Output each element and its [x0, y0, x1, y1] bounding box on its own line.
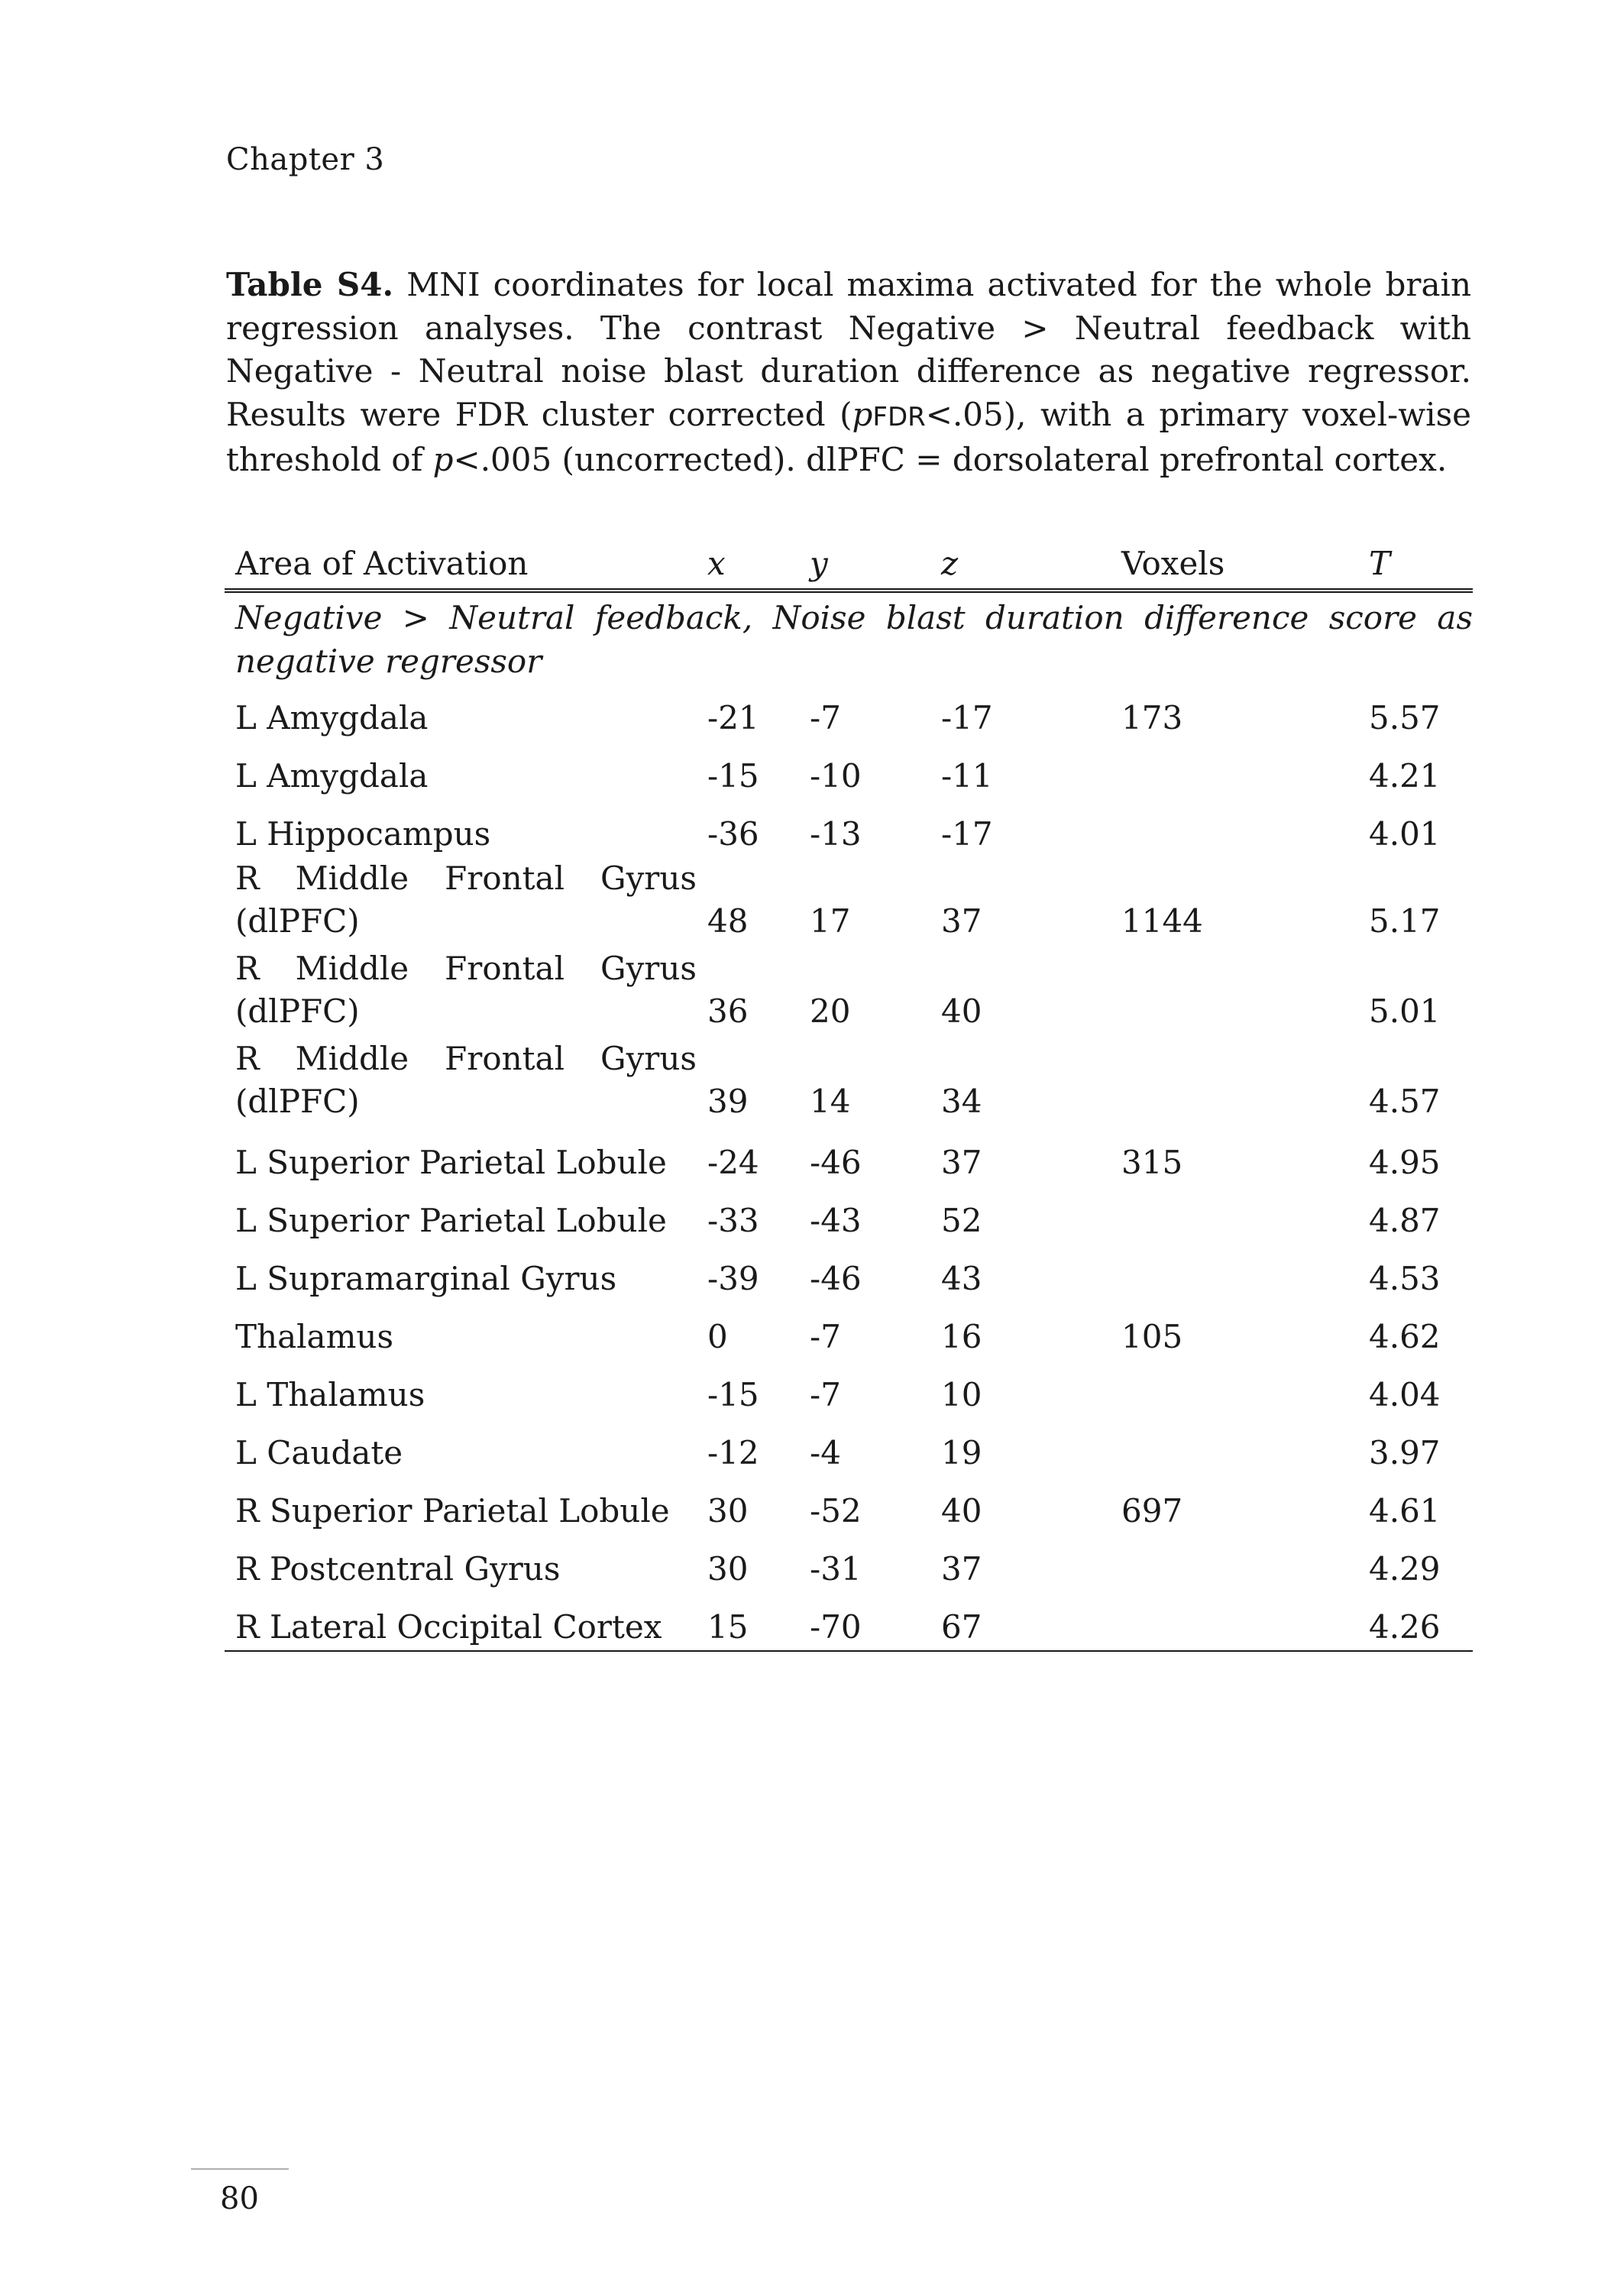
cell-area: L Amygdala	[235, 699, 429, 736]
cell-voxels	[1111, 1186, 1358, 1244]
cell-area	[225, 857, 697, 947]
cell-y: -7	[810, 1376, 841, 1413]
table-row	[225, 1302, 1473, 1360]
header-t: T	[1358, 527, 1473, 591]
table-row	[225, 799, 1473, 857]
cell-t: 4.04	[1369, 1376, 1441, 1413]
cell-voxels	[1111, 741, 1358, 799]
caption-pfdr-sub: FDR	[872, 401, 926, 432]
cell-z: -17	[941, 815, 993, 853]
table-header-row	[225, 527, 1473, 591]
running-head: Chapter 3	[226, 142, 385, 177]
table-row	[225, 1360, 1473, 1418]
table-row	[225, 1592, 1473, 1651]
cell-y: -4	[810, 1434, 841, 1471]
cell-y: -70	[799, 1592, 930, 1651]
caption-text-3: <.005 (uncorrected). dlPFC = dorsolateral prefrontal cortex.	[453, 441, 1448, 478]
cell-y: -31	[810, 1550, 862, 1588]
table-row	[225, 1038, 1473, 1128]
table-row	[225, 1244, 1473, 1302]
cell-area: Thalamus	[235, 1318, 394, 1355]
cell-x: -36	[707, 815, 759, 853]
caption-text-1: MNI coordinates for local maxima activated for the whole brain regression analyses. The contrast Negative > Neutral feedback with Negative - Neutral noise blast duration difference as negative regressor. Results were FDR cluster corrected (	[226, 266, 1472, 433]
cell-area: L Supramarginal Gyrus	[235, 1260, 617, 1297]
cell-x: 30	[707, 1550, 749, 1588]
cell-voxels	[1111, 1360, 1358, 1418]
cell-area: L Amygdala	[235, 757, 429, 795]
cell-y: 20	[810, 992, 851, 1030]
page-number: 80	[220, 2181, 259, 2216]
caption-p-italic: p	[432, 441, 454, 478]
cell-x: 15	[697, 1592, 799, 1651]
table-row	[225, 1418, 1473, 1476]
cell-area-line2: (dlPFC)	[235, 1083, 360, 1120]
cell-t: 5.17	[1369, 902, 1441, 940]
cell-x: -15	[707, 1376, 759, 1413]
footer-rule	[191, 2168, 289, 2170]
caption-text-2: <.05), with a primary voxel-wise threshold of	[226, 395, 1472, 478]
cell-z: 10	[941, 1376, 982, 1413]
section-title: Negative > Neutral feedback, Noise blast duration difference score as negative regressor	[235, 599, 1473, 680]
cell-t: 4.53	[1369, 1260, 1441, 1297]
cell-t: 5.01	[1369, 992, 1441, 1030]
cell-z: 34	[941, 1083, 982, 1120]
cell-voxels	[1111, 1244, 1358, 1302]
header-y: y	[799, 527, 930, 591]
cell-x: -15	[707, 757, 759, 795]
cell-t: 4.61	[1369, 1492, 1441, 1530]
table-row	[225, 1128, 1473, 1186]
cell-z: 52	[941, 1202, 982, 1239]
cell-area-line1: R Middle Frontal Gyrus	[235, 1040, 697, 1077]
table-row	[225, 947, 1473, 1038]
cell-t: 4.87	[1369, 1202, 1441, 1239]
cell-t: 3.97	[1369, 1434, 1441, 1471]
cell-z: 16	[941, 1318, 982, 1355]
cell-z: 67	[930, 1592, 1111, 1651]
header-area: Area of Activation	[225, 527, 697, 591]
cell-t: 5.57	[1369, 699, 1441, 736]
cell-t: 4.26	[1358, 1592, 1473, 1651]
cell-area: L Hippocampus	[235, 815, 491, 853]
cell-y: -7	[810, 699, 841, 736]
cell-t: 4.57	[1369, 1083, 1441, 1120]
cell-t: 4.29	[1369, 1550, 1441, 1588]
cell-x: 48	[707, 902, 749, 940]
cell-area-line1: R Middle Frontal Gyrus	[235, 950, 697, 987]
cell-x: 39	[707, 1083, 749, 1120]
header-voxels: Voxels	[1111, 527, 1358, 591]
cell-t: 4.21	[1369, 757, 1441, 795]
cell-x: -33	[707, 1202, 759, 1239]
cell-y: -10	[810, 757, 862, 795]
table-row	[225, 683, 1473, 741]
cell-y: -7	[810, 1318, 841, 1355]
cell-x: -12	[707, 1434, 759, 1471]
table-caption	[226, 264, 1471, 482]
cell-voxels: 697	[1121, 1492, 1183, 1530]
table-row	[225, 1534, 1473, 1592]
cell-voxels	[1111, 1592, 1358, 1651]
cell-voxels: 173	[1121, 699, 1183, 736]
table-row	[225, 1186, 1473, 1244]
table-row	[225, 1476, 1473, 1534]
cell-area-line2: (dlPFC)	[235, 902, 360, 940]
header-x: x	[697, 527, 799, 591]
cell-y: -13	[810, 815, 862, 853]
cell-t: 4.01	[1369, 815, 1441, 853]
cell-voxels	[1111, 799, 1358, 857]
cell-area: L Superior Parietal Lobule	[235, 1202, 667, 1239]
cell-area: R Lateral Occipital Cortex	[225, 1592, 697, 1651]
cell-voxels	[1111, 1038, 1358, 1128]
cell-z: 43	[941, 1260, 982, 1297]
cell-x: 30	[707, 1492, 749, 1530]
cell-area	[225, 947, 697, 1038]
table-row	[225, 857, 1473, 947]
results-table	[225, 527, 1473, 1652]
cell-y: -46	[810, 1144, 862, 1181]
cell-z: 19	[941, 1434, 982, 1471]
cell-area-line1: R Middle Frontal Gyrus	[235, 860, 697, 897]
cell-z: 40	[941, 1492, 982, 1530]
cell-area	[225, 1038, 697, 1128]
cell-y: 14	[810, 1083, 851, 1120]
cell-y: -43	[810, 1202, 862, 1239]
cell-z: -11	[941, 757, 993, 795]
section-row	[225, 591, 1473, 683]
cell-z: 40	[941, 992, 982, 1030]
caption-pfdr-p: p	[852, 395, 873, 433]
cell-voxels: 1144	[1121, 902, 1203, 940]
cell-area: L Superior Parietal Lobule	[235, 1144, 667, 1181]
cell-z: -17	[941, 699, 993, 736]
table-body	[225, 591, 1473, 1651]
cell-z: 37	[941, 902, 982, 940]
cell-x: -39	[707, 1260, 759, 1297]
cell-x: 0	[707, 1318, 728, 1355]
cell-t: 4.95	[1369, 1144, 1441, 1181]
cell-x: -21	[707, 699, 759, 736]
cell-voxels: 315	[1121, 1144, 1183, 1181]
cell-area-line2: (dlPFC)	[235, 992, 360, 1030]
cell-voxels	[1111, 1534, 1358, 1592]
cell-voxels	[1111, 1418, 1358, 1476]
cell-area: L Thalamus	[235, 1376, 425, 1413]
table-label: Table S4.	[226, 266, 394, 303]
header-z: z	[930, 527, 1111, 591]
cell-y: 17	[810, 902, 851, 940]
cell-z: 37	[941, 1144, 982, 1181]
cell-voxels	[1111, 947, 1358, 1038]
cell-area: R Superior Parietal Lobule	[235, 1492, 670, 1530]
cell-y: -46	[810, 1260, 862, 1297]
cell-voxels: 105	[1121, 1318, 1183, 1355]
table-row	[225, 741, 1473, 799]
cell-area: R Postcentral Gyrus	[235, 1550, 561, 1588]
cell-t: 4.62	[1369, 1318, 1441, 1355]
cell-x: -24	[707, 1144, 759, 1181]
cell-z: 37	[941, 1550, 982, 1588]
cell-area: L Caudate	[235, 1434, 403, 1471]
cell-y: -52	[810, 1492, 862, 1530]
cell-x: 36	[707, 992, 749, 1030]
